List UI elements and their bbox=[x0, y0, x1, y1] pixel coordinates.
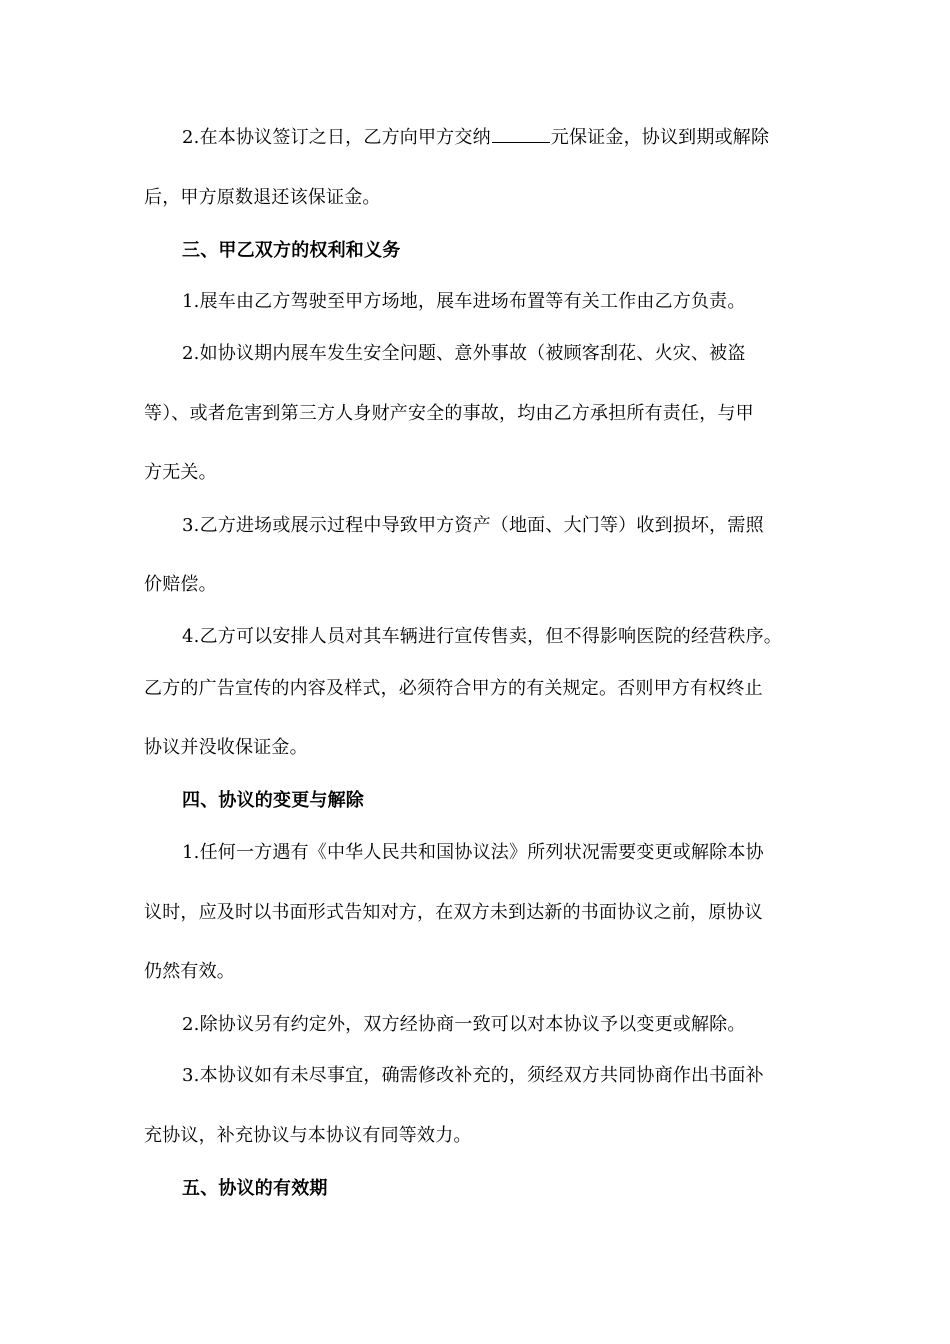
paragraph-line: 等）、或者危害到第三方人身财产安全的事故，均由乙方承担所有责任，与甲 bbox=[144, 403, 754, 424]
paragraph-line bbox=[182, 126, 769, 150]
deposit-amount-blank bbox=[492, 126, 550, 143]
paragraph-line: 乙方的广告宣传的内容及样式，必须符合甲方的有关规定。否则甲方有权终止 bbox=[144, 678, 763, 699]
section-heading-3: 三、甲乙双方的权利和义务 bbox=[182, 240, 401, 261]
paragraph-line: 仍然有效。 bbox=[144, 961, 235, 982]
paragraph-line: 2.除协议另有约定外，双方经协商一致可以对本协议予以变更或解除。 bbox=[182, 1014, 746, 1035]
section-heading-4: 四、协议的变更与解除 bbox=[182, 790, 364, 811]
paragraph-line: 方无关。 bbox=[144, 462, 217, 483]
paragraph-line: 后，甲方原数退还该保证金。 bbox=[144, 187, 381, 208]
paragraph-line: 1.任何一方遇有《中华人民共和国协议法》所列状况需要变更或解除本协 bbox=[182, 842, 764, 863]
paragraph-line: 1.展车由乙方驾驶至甲方场地，展车进场布置等有关工作由乙方负责。 bbox=[182, 291, 746, 312]
clause-2-text-end: 元保证金，协议到期或解除 bbox=[550, 127, 770, 148]
paragraph-line: 3.乙方进场或展示过程中导致甲方资产（地面、大门等）收到损坏，需照 bbox=[182, 515, 764, 536]
paragraph-line: 4.乙方可以安排人员对其车辆进行宣传售卖，但不得影响医院的经营秩序。 bbox=[182, 626, 782, 647]
paragraph-line: 协议并没收保证金。 bbox=[144, 737, 308, 758]
paragraph-line: 价赔偿。 bbox=[144, 574, 217, 595]
paragraph-line: 3.本协议如有未尽事宜，确需修改补充的，须经双方共同协商作出书面补 bbox=[182, 1065, 764, 1086]
paragraph-line: 2.如协议期内展车发生安全问题、意外事故（被顾客刮花、火灾、被盗 bbox=[182, 343, 746, 364]
clause-2-text-start: 2.在本协议签订之日，乙方向甲方交纳 bbox=[182, 127, 491, 148]
paragraph-line: 议时，应及时以书面形式告知对方，在双方未到达新的书面协议之前，原协议 bbox=[144, 902, 763, 923]
paragraph-line: 充协议，补充协议与本协议有同等效力。 bbox=[144, 1125, 472, 1146]
section-heading-5: 五、协议的有效期 bbox=[182, 1178, 328, 1199]
